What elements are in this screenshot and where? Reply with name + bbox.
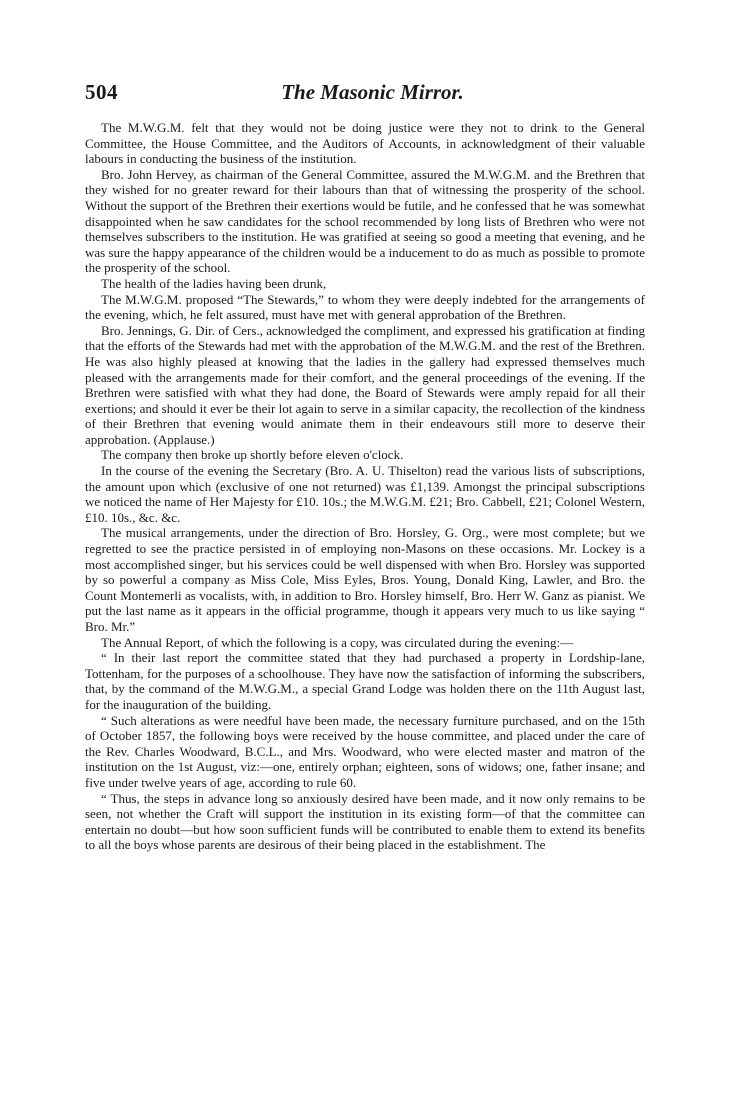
- page-header: [85, 80, 660, 110]
- paragraph: The musical arrangements, under the direction of Bro. Horsley, G. Org., were most complete; but we regretted to see the practice persisted in of employing non-Masons on these occasions. Mr. Lockey is a most accomplished singer, but his services could be well dispensed with when Bro. Horsley was supported by so powerful a company as Miss Cole, Miss Eyles, Bros. Young, Donald King, Lawler, and Bro. the Count Montemerli as vocalists, with, in addition to Bro. Horsley himself, Bro. Herr W. Ganz as pianist. We put the last name as it appears in the official programme, though it appears very much to us like saying “ Bro. Mr.”: [85, 525, 645, 634]
- running-title: The Masonic Mirror.: [281, 80, 464, 104]
- paragraph: Bro. John Hervey, as chairman of the General Committee, assured the M.W.G.M. and the Brethren that they wished for no greater reward for their labours than that of witnessing the prosperity of the school. Without the support of the Brethren their exertions would be futile, and he confessed that he was somewhat disappointed when he saw candidates for the school recommended by long lists of Brethren who were not themselves subscribers to the institution. He was gratified at seeing so good a meeting that evening, and he was sure the happy appearance of the children would be a inducement to do as much as possible to promote the prosperity of the school.: [85, 166, 645, 276]
- paragraph: The Annual Report, of which the following is a copy, was circulated during the evening:—: [101, 634, 574, 650]
- paragraph: The health of the ladies having been drunk,: [101, 275, 327, 291]
- article-body: [85, 120, 645, 853]
- paragraph: Bro. Jennings, G. Dir. of Cers., acknowledged the compliment, and expressed his gratification at finding that the efforts of the Stewards had met with the approbation of the M.W.G.M. and the rest of the Brethren. He was also highly pleased at knowing that the ladies in the gallery had expressed themselves much pleased with the arrangements made for their comfort, and the general proceedings of the evening. If the Brethren were satisfied with what they had done, the Board of Stewards were amply repaid for all their exertions; and should it ever be their lot again to serve in a similar capacity, the recollection of the kindness of their Brethren that evening would animate them in their endeavours still more to deserve their approbation. (Applause.): [85, 322, 645, 447]
- report-paragraph: “ Thus, the steps in advance long so anxiously desired have been made, and it now only remains to be seen, not whether the Craft will support the institution in its existing form—of that the committee can entertain no doubt—but how soon sufficient funds will be contributed to enable them to extend its benefits to all the boys whose parents are desirous of their being placed in the establishment. The: [85, 790, 645, 853]
- paragraph: The M.W.G.M. proposed “The Stewards,” to whom they were deeply indebted for the arrangements of the evening, which, he felt assured, must have met with general approbation of the Brethren.: [85, 291, 645, 323]
- paragraph: The M.W.G.M. felt that they would not be doing justice were they not to drink to the General Committee, the House Committee, and the Auditors of Accounts, in acknowledgment of their valuable labours in conducting the business of the institution.: [85, 120, 645, 167]
- paragraph: In the course of the evening the Secretary (Bro. A. U. Thiselton) read the various lists of subscriptions, the amount upon which (exclusive of one not returned) was £1,139. Amongst the principal subscriptions we noticed the name of Her Majesty for £10. 10s.; the M.W.G.M. £21; Bro. Cabbell, £21; Colonel Western, £10. 10s., &c. &c.: [85, 463, 645, 525]
- report-paragraph: “ Such alterations as were needful have been made, the necessary furniture purchased, and on the 15th of October 1857, the following boys were received by the house committee, and placed under the care of the Rev. Charles Woodward, B.C.L., and Mrs. Woodward, who were elected master and matron of the institution on the 1st August, viz:—one, entirely orphan; eighteen, sons of widows; one, father insane; and five under twelve years of age, according to rule 60.: [85, 712, 645, 790]
- page-number: 504: [85, 80, 118, 104]
- report-paragraph: “ In their last report the committee stated that they had purchased a property in Lordship-lane, Tottenham, for the purposes of a schoolhouse. They have now the satisfaction of informing the subscribers, that, by the command of the M.W.G.M., a special Grand Lodge was holden there on the 11th August last, for the inauguration of the building.: [85, 650, 645, 712]
- paragraph: The company then broke up shortly before eleven o'clock.: [101, 447, 404, 463]
